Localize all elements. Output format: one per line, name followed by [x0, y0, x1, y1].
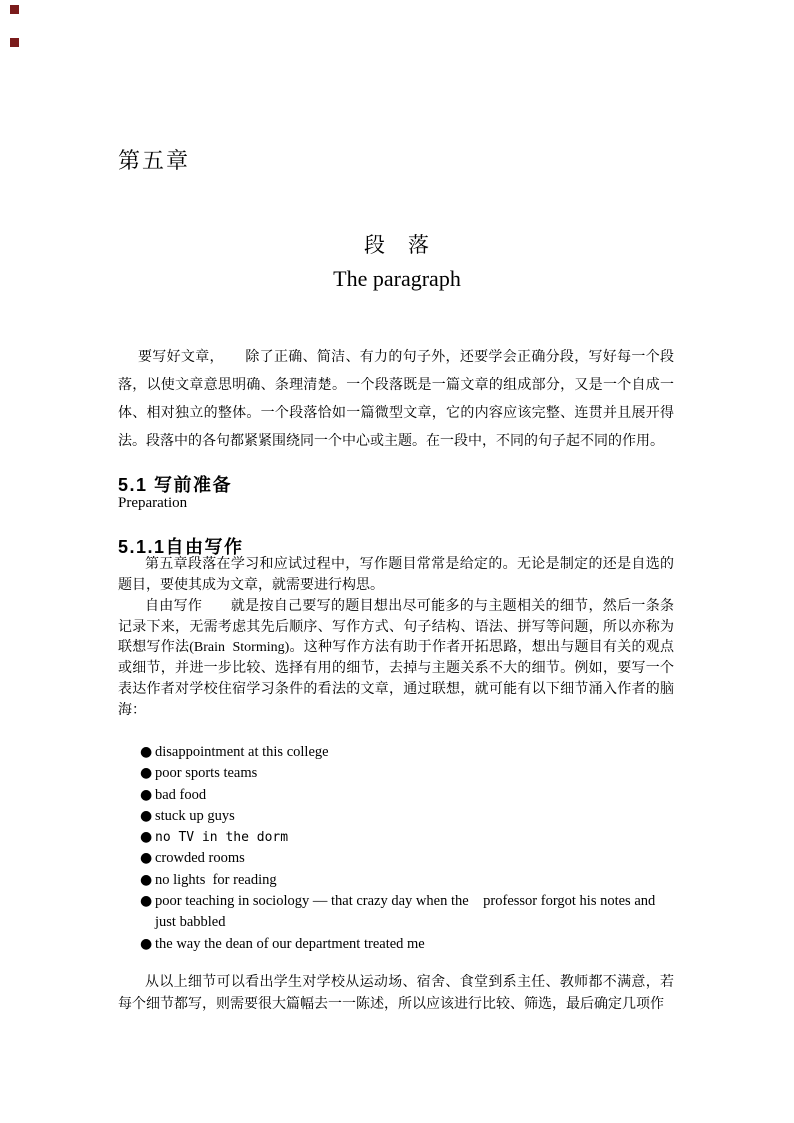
bullet-icon: ●	[140, 935, 153, 952]
bullet-icon: ●	[140, 765, 153, 782]
section-5-1-heading: 5.1 写前准备	[118, 475, 233, 495]
list-item-text: crowded rooms	[155, 850, 245, 867]
corner-square-mark-icon	[10, 38, 19, 47]
title-chinese: 段 落	[364, 233, 430, 257]
bullet-icon: ●	[140, 807, 153, 824]
list-item	[140, 785, 676, 806]
section-5-1-subheading-en: Preparation	[118, 495, 188, 511]
list-item	[140, 742, 676, 763]
bullet-icon: ●	[140, 744, 153, 760]
list-item	[140, 827, 676, 848]
list-item-text: no TV in the dorm	[155, 830, 289, 846]
list-item-text: disappointment at this college	[155, 744, 329, 760]
brainstorm-detail-list	[140, 742, 676, 955]
bullet-icon: ●	[140, 871, 153, 888]
intro-paragraph: 要写好文章， 除了正确、简洁、有力的句子外，还要学会正确分段，写好每一个段落，以使文章意思明确、条理清楚。一个段落既是一篇文章的组成部分，又是一个自成一体、相对独立的整体。一个段落恰如一篇微型文章，它的内容应该完整、连贯并且展开得法。段落中的各句都紧紧围绕同一个中心或主题。在一段中，不同的句子起不同的作用。	[118, 350, 674, 449]
bullet-icon: ●	[140, 893, 153, 910]
bullet-icon: ●	[140, 850, 153, 867]
chapter-heading: 第五章	[118, 148, 191, 173]
list-item-text: the way the dean of our department treated me	[155, 935, 425, 952]
title-english: The paragraph	[333, 266, 461, 291]
closing-paragraph: 从以上细节可以看出学生对学校从运动场、宿舍、食堂到系主任、教师都不满意，若每个细节都写，则需要很大篇幅去一一陈述，所以应该进行比较、筛选，最后确定几项作	[118, 975, 674, 1012]
bullet-icon: ●	[140, 829, 153, 846]
list-item	[140, 870, 676, 891]
list-item	[140, 934, 676, 955]
list-item-text: bad food	[155, 786, 207, 803]
list-item-text: stuck up guys	[155, 807, 235, 824]
list-item	[140, 848, 676, 869]
section-5-1-1-paragraph-2: 自由写作 就是按自己要写的题目想出尽可能多的与主题相关的细节，然后一条条记录下来，无需考虑其先后顺序、写作方式、句子结构、语法、拼写等问题，所以亦称为联想写作法(Brain Storming)。这种写作方法有助于作者开拓思路，想出与题目有关的观点或细节，并进一步比较、选择有用的细节，去掉与主题关系不大的细节。例如，要写一个表达作者对学校住宿学习条件的看法的文章，通过联想，就可能有以下细节涌入作者的脑海：	[118, 599, 674, 718]
list-item-text: no lights for reading	[155, 871, 277, 888]
list-item-text: poor sports teams	[155, 765, 258, 782]
list-item	[140, 891, 676, 934]
list-item-text: poor teaching in sociology — that crazy day when the professor forgot his notes and just babbled	[155, 893, 659, 931]
list-item	[140, 806, 676, 827]
list-item	[140, 763, 676, 784]
section-5-1-1-paragraph-1: 第五章段落在学习和应试过程中，写作题目常常是给定的。无论是制定的还是自选的题目，要使其成为文章，就需要进行构思。	[118, 557, 674, 593]
bullet-icon: ●	[140, 786, 153, 803]
section-5-1-1-heading: 5.1.1自由写作	[118, 537, 244, 557]
corner-square-mark-icon	[10, 5, 19, 14]
